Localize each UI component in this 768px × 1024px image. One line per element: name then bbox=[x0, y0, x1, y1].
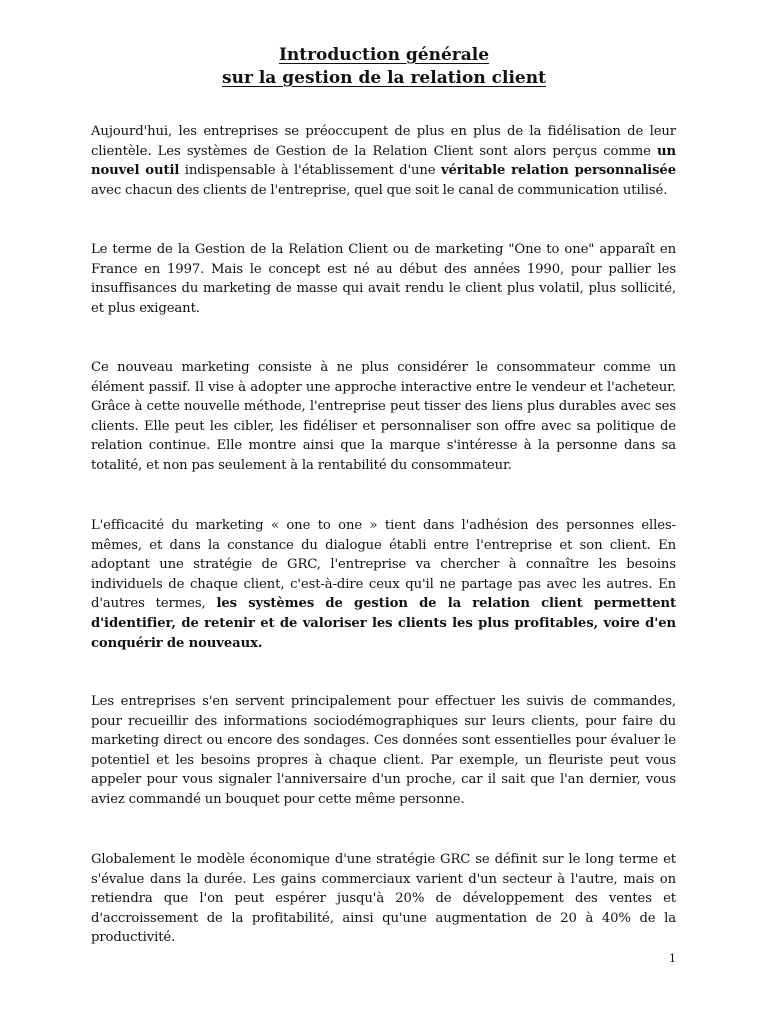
paragraph-text: Globalement le modèle économique d'une stratégie GRC se définit sur le long terme et s'évalue dans la durée. Les gains commerciaux varient d'un secteur à l'autre, mais on retiendra que l'on peut espérer jusqu'à 20% de développement des ventes et d'accroissement de la profitabilité, ainsi qu'une augmentation de 20 à 40% de la productivité. bbox=[91, 852, 676, 946]
paragraph-5 bbox=[91, 692, 676, 810]
paragraph-text: Ce nouveau marketing consiste à ne plus considérer le consommateur comme un élément passif. Il vise à adopter une approche interactive entre le vendeur et l'acheteur. Grâce à cette nouvelle méthode, l'entreprise peut tisser des liens plus durables avec ses clients. Elle peut les cibler, les fidéliser et personnaliser son offre avec sa politique de relation continue. Elle montre ainsi que la marque s'intéresse à la personne dans sa totalité, et non pas seulement à la rentabilité du consommateur. bbox=[91, 360, 676, 473]
paragraph-text: Les entreprises s'en servent principalement pour effectuer les suivis de commandes, pour recueillir des informations sociodémographiques sur leurs clients, pour faire du marketing direct ou encore des sondages. Ces données sont essentielles pour évaluer le potentiel et les besoins propres à chaque client. Par exemple, un fleuriste peut vous appeler pour vous signaler l'anniversaire d'un proche, car il sait que l'an dernier, vous aviez commandé un bouquet pour cette même personne. bbox=[91, 694, 676, 807]
paragraph-text: avec chacun des clients de l'entreprise, quel que soit le canal de communication utilisé. bbox=[91, 182, 668, 198]
bold-text: véritable relation personnalisée bbox=[440, 163, 676, 179]
paragraph-2 bbox=[91, 240, 676, 318]
paragraph-text: Le terme de la Gestion de la Relation Client ou de marketing "One to one" apparaît en France en 1997. Mais le concept est né au début des années 1990, pour pallier les insuffisances du marketing de masse qui avait rendu le client plus volatil, plus sollicité, et plus exigeant. bbox=[91, 242, 676, 316]
title-line-2: sur la gestion de la relation client bbox=[222, 68, 546, 88]
paragraph-6 bbox=[91, 850, 676, 948]
paragraph-3 bbox=[91, 358, 676, 476]
paragraph-text: L'efficacité du marketing « one to one » tient dans l'adhésion des personnes elles-mêmes, et dans la constance du dialogue établi entre l'entreprise et son client. En adoptant une stratégie de GRC, l'entreprise va chercher à connaître les besoins individuels de chaque client, c'est-à-dire ceux qu'il ne partage pas avec les autres. En d'autres termes, bbox=[91, 518, 676, 612]
paragraph-text: indispensable à l'établissement d'une bbox=[179, 163, 441, 179]
paragraph-text: Aujourd'hui, les entreprises se préoccupent de plus en plus de la fidélisation de leur clientèle. Les systèmes de Gestion de la Relation Client sont alors perçus comme bbox=[91, 124, 676, 159]
bold-text: les systèmes de gestion de la relation client permettent d'identifier, de retenir et de valoriser les clients les plus profitables, voire d'en conquérir de nouveaux. bbox=[91, 596, 676, 651]
title-line-1: Introduction générale bbox=[278, 45, 490, 65]
paragraph-4 bbox=[91, 516, 676, 653]
bold-text: un nouvel outil bbox=[91, 143, 676, 179]
paragraph-1 bbox=[91, 122, 676, 200]
page-title bbox=[0, 44, 768, 90]
page-number: 1 bbox=[669, 952, 676, 965]
